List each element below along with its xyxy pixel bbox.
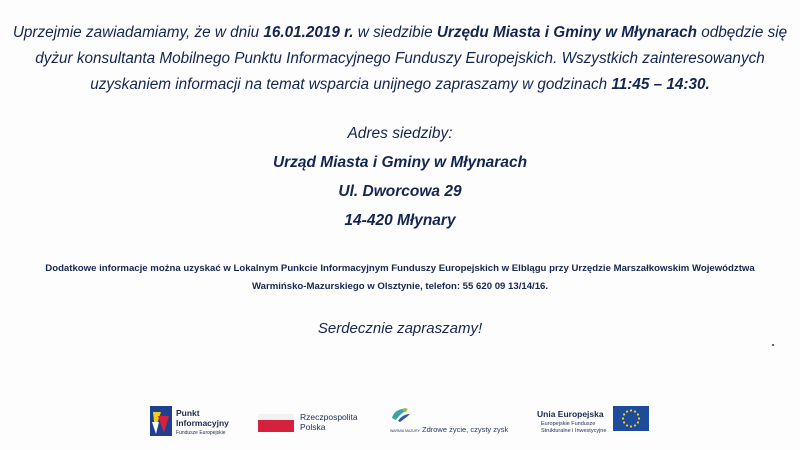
eu-star [622,417,624,419]
eu-star [634,410,636,412]
additional-info-line-2: Warmińsko-Mazurskiego w Olsztynie, telefon: 55 620 09 13/14/16. [251,281,549,292]
eu-stars [613,406,649,431]
fe-logo-line-1: Punkt [176,408,200,418]
fe-logo-line-2: Informacyjny [176,418,229,428]
ue-logo-line-2: Europejskie Fundusze [541,421,596,427]
announcement-text-2: w siedzibie [353,24,437,41]
fundusze-europejskie-logo [150,400,250,440]
address-heading: Adres siedziby: [347,125,453,142]
eu-flag-icon [613,406,649,431]
warmia-mazury-icon [390,406,412,424]
eu-star [623,413,625,415]
rp-logo-line-1: Rzeczpospolita [300,412,358,422]
closing-text: Serdecznie zapraszamy! [317,320,483,337]
additional-info [10,260,790,296]
eu-star [637,413,639,415]
eu-star [623,421,625,423]
eu-star [626,410,628,412]
address-name: Urząd Miasta i Gminy w Młynarach [272,154,528,171]
rzeczpospolita-polska-logo [258,400,358,440]
announcement-office: Urzędu Miasta i Gminy w Młynarach [436,24,697,41]
ue-logo-line-3: Strukturalne i Inwestycyjne [541,428,607,434]
wm-logo-small-text: WARMIA MAZURY [390,429,420,433]
address-block [0,124,800,240]
announcement-hours: 11:45 – 14:30. [611,76,710,93]
address-city: 14-420 Młynary [344,212,456,229]
announcement-text-1: Uprzejmie zawiadamiamy, że w dniu [12,24,264,41]
speck-mark [772,344,774,346]
announcement-text-3: odbędzie się dyżur konsultanta Mobilnego Punktu Informacyjnego Funduszy Europejskich. Wszystkich zainteresowanych uzyskaniem informacji na temat wsparcia unijnego zapraszamy w godzinach [35,24,788,93]
announcement-paragraph [10,20,790,98]
logo-strip [0,400,800,444]
fundusze-europejskie-icon [150,406,172,436]
polish-flag-icon [258,420,294,432]
unia-europejska-logo [537,400,657,440]
additional-info-line-1: Dodatkowe informacje można uzyskać w Lokalnym Punkcie Informacyjnym Funduszy Europejskich w Elblągu przy Urzędzie Marszałkowskim Województwa [45,263,755,274]
announcement-date: 16.01.2019 r. [263,24,354,41]
eu-star [630,425,632,427]
eu-star [634,424,636,426]
warmia-mazury-logo [390,400,520,440]
rp-logo-line-2: Polska [300,422,326,432]
address-street: Ul. Dworcowa 29 [338,183,462,200]
wm-logo-caption: Zdrowe życie, czysty zysk [422,425,509,434]
fe-logo-line-3: Fundusze Europejskie [176,430,226,436]
eu-star [638,417,640,419]
eu-star [626,424,628,426]
eu-star [630,409,632,411]
eu-star [637,421,639,423]
ue-logo-line-1: Unia Europejska [537,409,604,419]
